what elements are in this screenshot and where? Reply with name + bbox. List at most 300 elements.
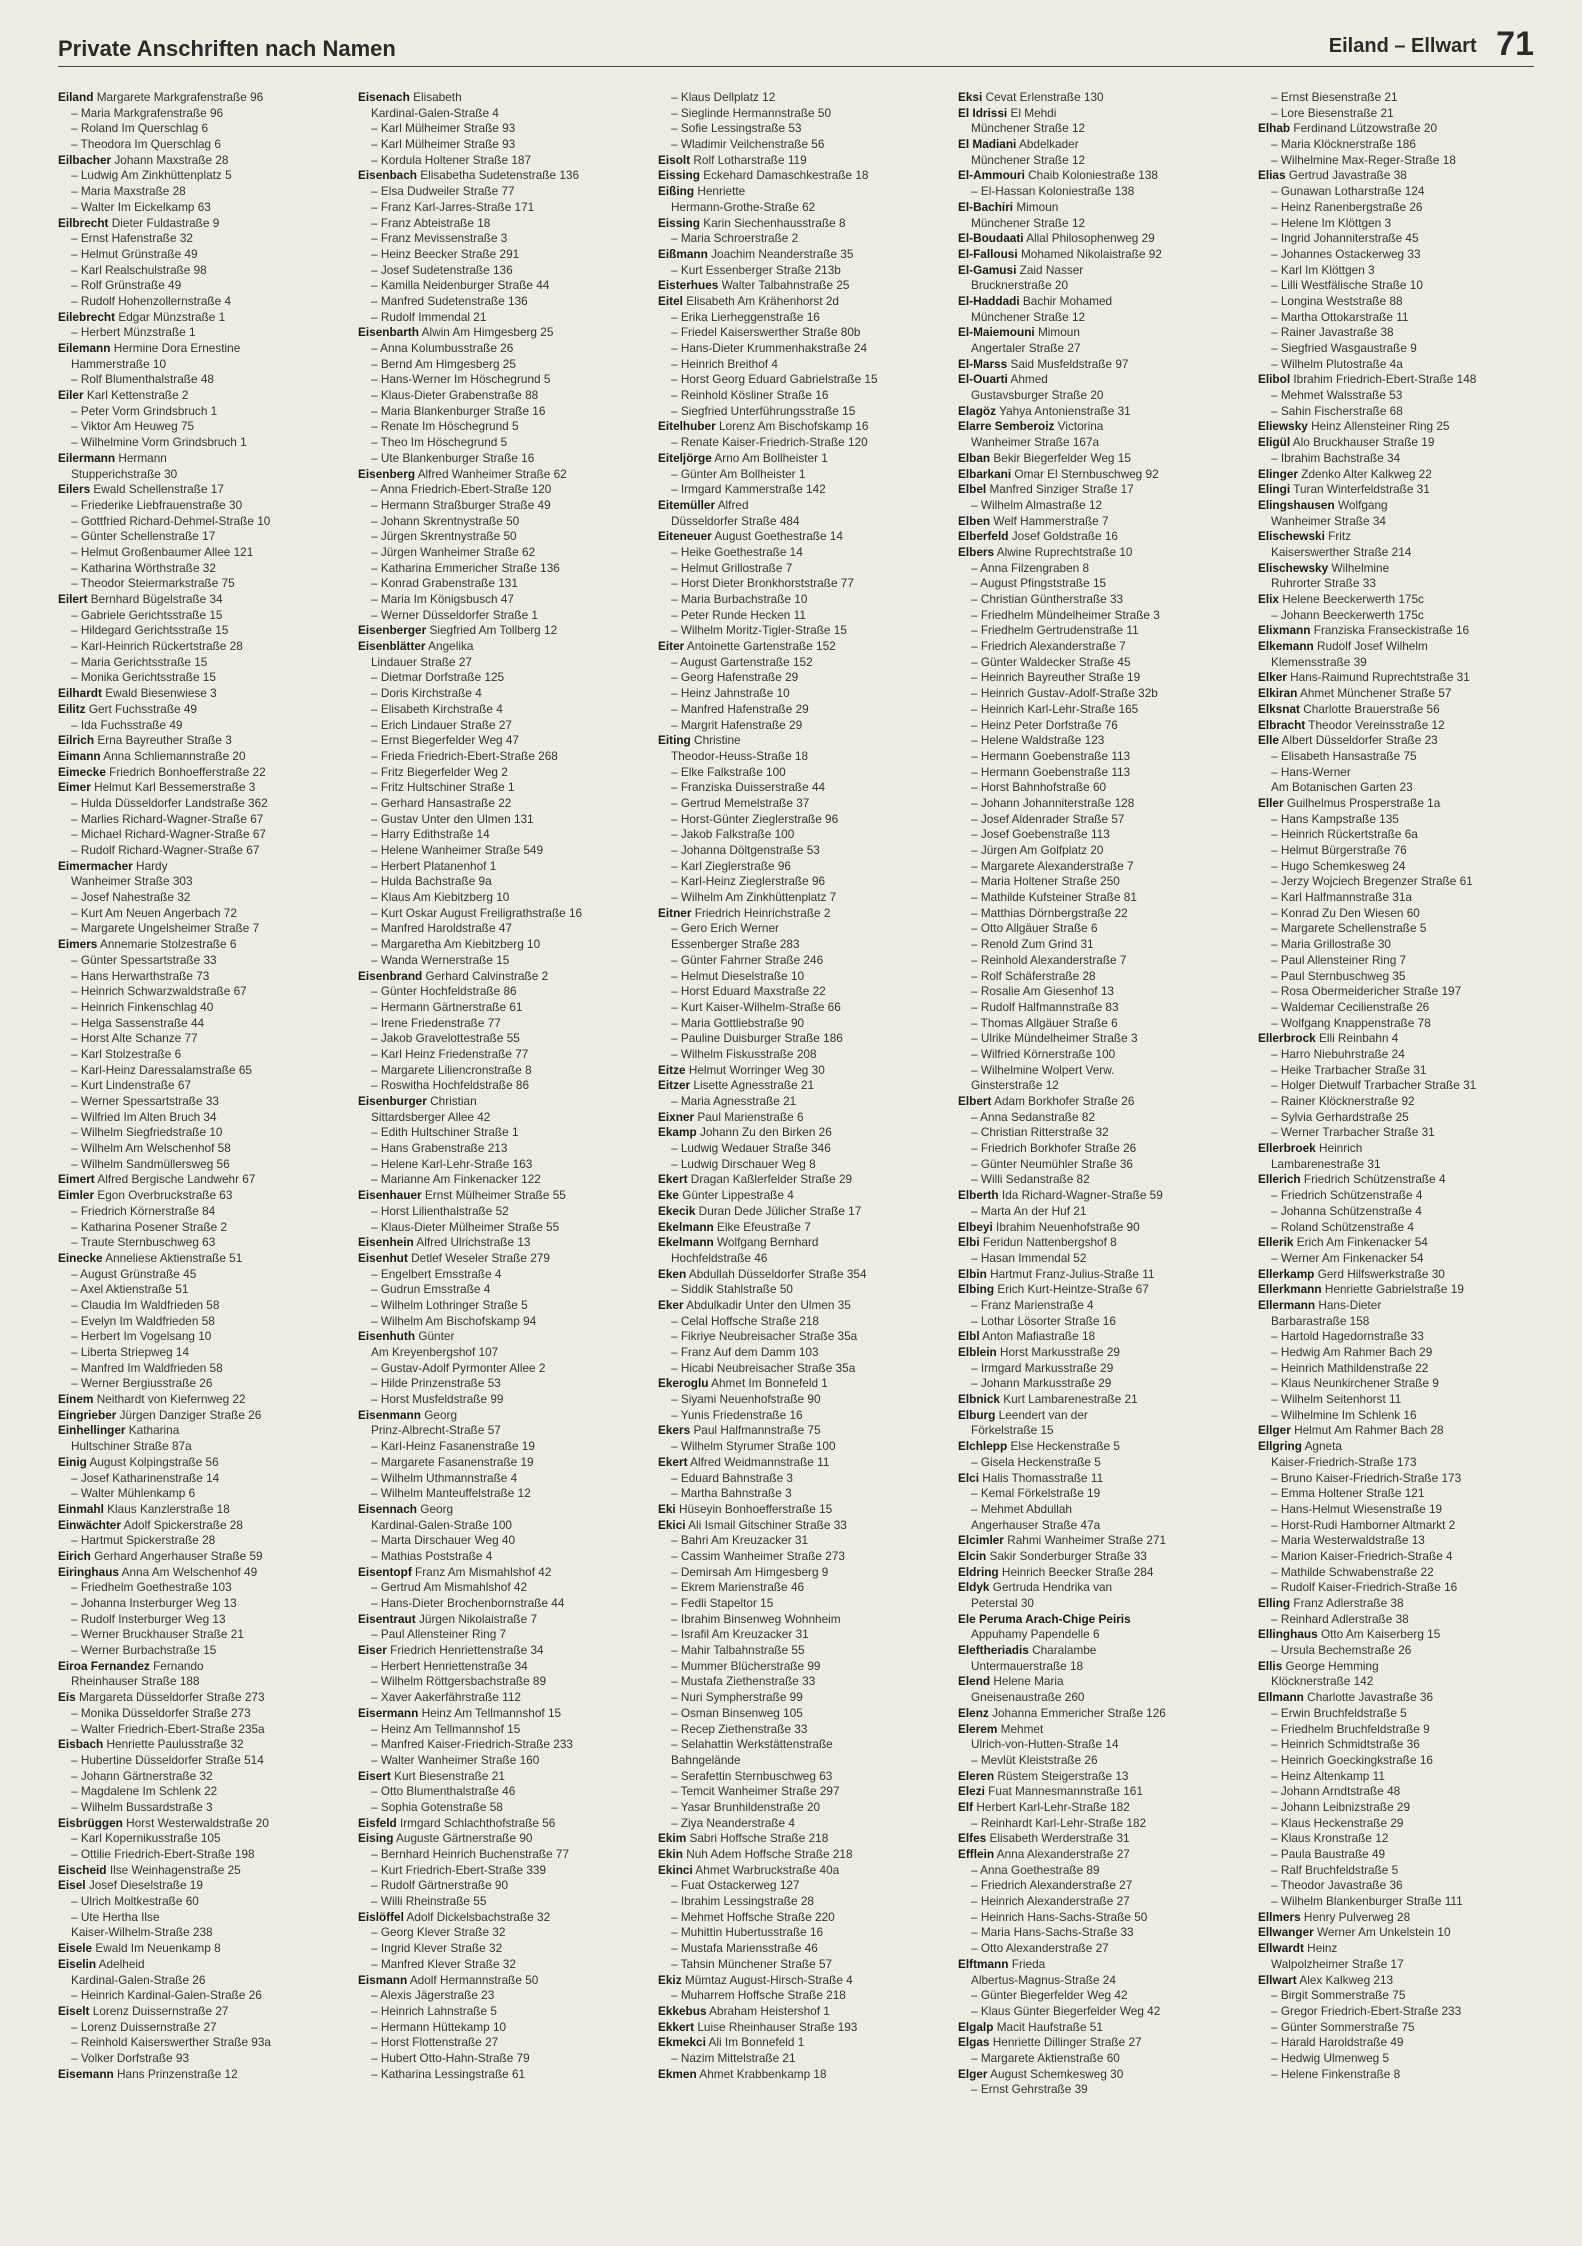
entry-details: – Konrad Zu Den Wiesen 60 <box>1271 905 1420 920</box>
directory-entry <box>658 1863 942 1879</box>
entry-details: – Georg Hafenstraße 29 <box>671 670 799 685</box>
entry-surname: Elend <box>958 1674 991 1689</box>
entry-details: Auguste Gärtnerstraße 90 <box>396 1831 533 1846</box>
directory-entry <box>1258 2067 1542 2083</box>
entry-details: – Ziya Neanderstraße 4 <box>671 1815 795 1830</box>
directory-entry <box>358 1816 642 1832</box>
entry-details: – Klaus Heckenstraße 29 <box>1271 1815 1404 1830</box>
entry-surname: Eimer <box>58 780 91 795</box>
entry-details: Wanheimer Straße 167a <box>971 435 1100 450</box>
directory-entry <box>1258 294 1542 310</box>
entry-details: – Frieda Friedrich-Ebert-Straße 268 <box>371 748 558 763</box>
directory-entry <box>1258 498 1542 514</box>
entry-details: – Anna Sedanstraße 82 <box>971 1109 1095 1124</box>
entry-details: – Rolf Schäferstraße 28 <box>971 968 1096 983</box>
entry-details: – Karl-Heinz Zieglerstraße 96 <box>671 874 826 889</box>
entry-details: Neithardt von Kiefernweg 22 <box>96 1392 246 1407</box>
entry-surname: Elling <box>1258 1596 1291 1610</box>
directory-entry <box>958 1737 1242 1753</box>
entry-details: Henry Pulverweg 28 <box>1303 1909 1411 1924</box>
entry-details: – Werner Burbachstraße 15 <box>71 1643 217 1658</box>
entry-details: – Mummer Blücherstraße 99 <box>671 1658 821 1673</box>
directory-entry <box>1258 467 1542 483</box>
entry-details: – Hans-Dieter Krummenhakstraße 24 <box>671 341 868 355</box>
entry-details: – Wilhelm Styrumer Straße 100 <box>671 1439 836 1454</box>
entry-details: – Wilhelm Blankenburger Straße 111 <box>1271 1894 1463 1909</box>
entry-surname: Eiteljörge <box>658 450 712 465</box>
entry-details: Ferdinand Lützowstraße 20 <box>1293 121 1438 136</box>
entry-details: – Gottfried Richard-Dehmel-Straße 10 <box>71 513 271 528</box>
entry-details: – Reinhold Kösliner Straße 16 <box>671 388 829 403</box>
directory-entry <box>358 1596 642 1612</box>
directory-entry <box>358 561 642 577</box>
entry-surname: Eiroa Fernandez <box>58 1658 150 1673</box>
entry-details: – Hermann Goebenstraße 113 <box>971 748 1131 763</box>
directory-entry <box>58 1157 342 1173</box>
entry-details: – Demirsah Am Himgesberg 9 <box>671 1564 829 1579</box>
entry-details: Werner Am Unkelstein 10 <box>1317 1925 1451 1940</box>
entry-surname: Elerem <box>958 1721 998 1736</box>
directory-entry <box>958 1267 1242 1283</box>
directory-entry <box>1258 1031 1542 1047</box>
entry-details: – Katharina Wörthstraße 32 <box>71 560 216 575</box>
column-1 <box>58 90 342 2226</box>
entry-details: Adelheid <box>98 1956 145 1971</box>
directory-entry <box>958 561 1242 577</box>
directory-entry <box>658 1737 942 1753</box>
directory-entry <box>1258 121 1542 137</box>
directory-entry <box>658 294 942 310</box>
entry-details: – Maria Gottliebstraße 90 <box>671 1015 805 1030</box>
entry-details: – August Pfingststraße 15 <box>971 576 1107 591</box>
directory-entry <box>1258 1957 1542 1973</box>
entry-details: – Friedhelm Gertrudenstraße 11 <box>971 623 1139 638</box>
entry-details: Said Musfeldstraße 97 <box>1010 356 1129 371</box>
directory-entry <box>658 357 942 373</box>
entry-details: – Heinz Am Tellmannshof 15 <box>371 1721 521 1736</box>
entry-details: Ulrich-von-Hutten-Straße 14 <box>971 1737 1119 1752</box>
entry-details: – Ernst Hafenstraße 32 <box>71 231 193 246</box>
directory-entry <box>958 1894 1242 1910</box>
entry-details: – Volker Dorfstraße 93 <box>71 2050 190 2065</box>
directory-entry <box>658 2020 942 2036</box>
directory-entry <box>58 1345 342 1361</box>
entry-details: – Horst Musfeldstraße 99 <box>371 1392 504 1407</box>
directory-entry <box>658 1408 942 1424</box>
entry-details: – Evelyn Im Waldfrieden 58 <box>71 1313 215 1328</box>
directory-entry <box>58 1769 342 1785</box>
entry-details: Lorenz Duissernstraße 27 <box>92 2003 229 2018</box>
directory-entry <box>358 2035 642 2051</box>
directory-entry <box>358 921 642 937</box>
entry-details: August Goethestraße 14 <box>714 529 843 544</box>
directory-entry <box>358 2020 642 2036</box>
directory-entry <box>658 1973 942 1989</box>
directory-entry <box>958 372 1242 388</box>
entry-surname: Ellger <box>1258 1423 1291 1438</box>
entry-surname: Eischeid <box>58 1862 107 1877</box>
entry-surname: Ekmekci <box>658 2035 706 2050</box>
entry-details: – Horst Dieter Bronkhorststraße 77 <box>671 576 854 591</box>
entry-details: Bahngelände <box>671 1752 741 1767</box>
entry-details: Ahmet Warbruckstraße 40a <box>695 1862 840 1877</box>
entry-details: Henriette <box>697 184 746 199</box>
entry-details: Günter <box>418 1329 455 1344</box>
entry-surname: Einem <box>58 1392 94 1407</box>
directory-entry <box>358 1188 642 1204</box>
directory-entry <box>958 1220 1242 1236</box>
entry-details: – Herbert Münzstraße 1 <box>71 325 196 340</box>
directory-entry <box>658 247 942 263</box>
entry-details: Luise Rheinhauser Straße 193 <box>697 2019 858 2034</box>
directory-entry <box>658 1235 942 1251</box>
directory-entry <box>658 1251 942 1267</box>
directory-entry <box>1258 1157 1542 1173</box>
entry-surname: El-Haddadi <box>958 293 1020 308</box>
directory-entry <box>958 921 1242 937</box>
directory-entry <box>358 1502 642 1518</box>
directory-entry <box>58 1502 342 1518</box>
directory-entry <box>958 1596 1242 1612</box>
directory-entry <box>958 1361 1242 1377</box>
entry-details: – Elke Falkstraße 100 <box>671 764 786 779</box>
entry-details: – Kurt Kaiser-Wilhelm-Straße 66 <box>671 999 841 1014</box>
directory-entry <box>358 1141 642 1157</box>
entry-details: – Jakob Gravelottestraße 55 <box>371 1031 520 1046</box>
directory-entry <box>1258 1267 1542 1283</box>
entry-details: Mohamed Nikolaistraße 92 <box>1020 246 1162 261</box>
directory-entry <box>358 890 642 906</box>
entry-details: – Rolf Grünstraße 49 <box>71 278 182 293</box>
directory-entry <box>958 2004 1242 2020</box>
directory-entry <box>358 623 642 639</box>
entry-details: – Fikriye Neubreisacher Straße 35a <box>671 1329 858 1344</box>
entry-details: – Friedrich Körnerstraße 84 <box>71 1203 216 1218</box>
directory-entry <box>1258 1251 1542 1267</box>
entry-details: – Martha Ottokarstraße 11 <box>1271 309 1409 324</box>
directory-entry <box>358 1580 642 1596</box>
directory-entry <box>658 1220 942 1236</box>
directory-entry <box>58 1110 342 1126</box>
entry-surname: Eisenberger <box>358 623 427 638</box>
directory-entry <box>58 1941 342 1957</box>
entry-details: – Manfred Hafenstraße 29 <box>671 701 809 716</box>
directory-entry <box>658 702 942 718</box>
directory-entry <box>1258 1094 1542 1110</box>
directory-entry <box>1258 1204 1542 1220</box>
entry-details: – Edith Hultschiner Straße 1 <box>371 1125 519 1140</box>
directory-entry <box>1258 1439 1542 1455</box>
entry-surname: Eilhardt <box>58 686 102 701</box>
directory-entry <box>658 1565 942 1581</box>
entry-details: – Ute Hertha Ilse <box>71 1909 160 1924</box>
directory-entry <box>358 278 642 294</box>
directory-entry <box>358 1157 642 1173</box>
entry-details: Lorenz Am Bischofskamp 16 <box>718 419 869 434</box>
entry-details: – Heinrich Hans-Sachs-Straße 50 <box>971 1909 1148 1924</box>
entry-details: Hermann <box>118 450 167 465</box>
entry-surname: Eliewsky <box>1258 419 1308 434</box>
entry-details: – Rolf Blumenthalstraße 48 <box>71 372 214 387</box>
directory-entry <box>958 1094 1242 1110</box>
entry-details: Irmgard Schlachthofstraße 56 <box>399 1815 556 1830</box>
directory-entry <box>358 545 642 561</box>
entry-details: Heinz <box>1307 1941 1338 1956</box>
entry-details: – Horst Bahnhofstraße 60 <box>971 780 1107 795</box>
directory-entry <box>1258 1376 1542 1392</box>
directory-entry <box>1258 1423 1542 1439</box>
directory-entry <box>58 1423 342 1439</box>
directory-entry <box>958 1722 1242 1738</box>
directory-entry <box>958 1298 1242 1314</box>
entry-details: – Bernhard Heinrich Buchenstraße 77 <box>371 1847 570 1861</box>
directory-entry <box>358 1486 642 1502</box>
entry-surname: Ekeroglu <box>658 1376 709 1391</box>
entry-surname: Eisbrüggen <box>58 1815 123 1830</box>
entry-details: Ali Im Bonnefeld 1 <box>708 2035 805 2050</box>
directory-entry <box>958 404 1242 420</box>
entry-details: – Helga Sassenstraße 44 <box>71 1015 205 1030</box>
directory-entry <box>358 1110 642 1126</box>
directory-entry <box>358 1878 642 1894</box>
entry-details: – Jürgen Wanheimer Straße 62 <box>371 544 536 559</box>
entry-details: Paul Halfmannstraße 75 <box>693 1423 821 1438</box>
directory-entry <box>358 1251 642 1267</box>
entry-details: – Kurt Essenberger Straße 213b <box>671 262 841 277</box>
entry-details: Wolfgang <box>1337 497 1388 512</box>
entry-details: – Rainer Javastraße 38 <box>1271 325 1394 340</box>
entry-details: – Lore Biesenstraße 21 <box>1271 105 1394 120</box>
entry-details: – Yasar Brunhildenstraße 20 <box>671 1799 821 1814</box>
entry-details: Anna Am Welschenhof 49 <box>121 1564 258 1579</box>
entry-details: – Ralf Bruchfeldstraße 5 <box>1271 1862 1399 1877</box>
entry-details: Elisabeth <box>413 90 462 104</box>
entry-details: – Friedrich Schützenstraße 4 <box>1271 1188 1423 1203</box>
entry-details: Karl Kettenstraße 2 <box>86 388 189 403</box>
entry-details: – Günter Hochfeldstraße 86 <box>371 984 517 999</box>
entry-details: – Lorenz Duissernstraße 27 <box>71 2019 217 2034</box>
entry-surname: Eisele <box>58 1941 93 1956</box>
entry-details: – Klaus Günter Biegerfelder Weg 42 <box>971 2003 1161 2018</box>
entry-details: – Heinrich Breithof 4 <box>671 356 778 371</box>
entry-details: Alfred Wanheimer Straße 62 <box>417 466 567 481</box>
entry-surname: Elchlepp <box>958 1439 1008 1454</box>
directory-entry <box>658 545 942 561</box>
entry-details: – Wladimir Veilchenstraße 56 <box>671 137 825 152</box>
entry-details: Helene Beeckerwerth 175c <box>1282 592 1424 606</box>
entry-details: Prinz-Albrecht-Straße 57 <box>371 1423 501 1438</box>
directory-entry <box>958 1157 1242 1173</box>
directory-entry <box>958 1957 1242 1973</box>
entry-details: – Johann Markusstraße 29 <box>971 1376 1112 1391</box>
directory-entry <box>358 1831 642 1847</box>
entry-details: – Werner Düsseldorfer Straße 1 <box>371 607 538 622</box>
entry-surname: Eisenhauer <box>358 1188 422 1203</box>
entry-details: – Ibrahim Bachstraße 34 <box>1271 450 1401 465</box>
entry-details: – Wilhelm Lothringer Straße 5 <box>371 1297 528 1312</box>
entry-details: – Friederike Liebfrauenstraße 30 <box>71 497 243 512</box>
directory-entry <box>58 906 342 922</box>
directory-entry <box>58 1847 342 1863</box>
entry-details: – Gabriele Gerichtsstraße 15 <box>71 607 223 622</box>
entry-details: – Horst Lilienthalstraße 52 <box>371 1203 509 1218</box>
directory-entry <box>358 1973 642 1989</box>
directory-entry <box>658 874 942 890</box>
entry-details: Henriette Gabrielstraße 19 <box>1324 1282 1464 1297</box>
entry-details: Zdenko Alter Kalkweg 22 <box>1301 466 1432 481</box>
entry-surname: Eldyk <box>958 1580 990 1595</box>
entry-details: – Gustav Unter den Ulmen 131 <box>371 811 534 826</box>
entry-details: Joachim Neanderstraße 35 <box>711 246 854 261</box>
entry-surname: Elhab <box>1258 121 1291 136</box>
entry-details: – Hans-Werner Im Höschegrund 5 <box>371 372 551 387</box>
directory-entry <box>658 765 942 781</box>
directory-entry <box>358 1674 642 1690</box>
entry-details: – Hugo Schemkesweg 24 <box>1271 858 1406 873</box>
entry-details: Allal Philosophenweg 29 <box>1026 231 1155 246</box>
entry-surname: Eisterhues <box>658 278 719 293</box>
directory-entry <box>358 702 642 718</box>
directory-entry <box>1258 106 1542 122</box>
entry-details: – Karl Mülheimer Straße 93 <box>371 137 516 152</box>
entry-details: – Nuri Sympherstraße 99 <box>671 1690 803 1705</box>
directory-entry <box>1258 2020 1542 2036</box>
entry-details: – Josef Goebenstraße 113 <box>971 827 1110 842</box>
entry-details: – Mathias Poststraße 4 <box>371 1548 493 1563</box>
entry-details: Charalambe <box>1032 1643 1097 1658</box>
directory-entry <box>58 1612 342 1628</box>
directory-entry <box>958 2035 1242 2051</box>
entry-surname: Eki <box>658 1501 676 1516</box>
directory-entry <box>658 200 942 216</box>
entry-details: – Liberta Striepweg 14 <box>71 1345 190 1359</box>
directory-entry <box>958 278 1242 294</box>
directory-entry <box>58 514 342 530</box>
entry-surname: Elibol <box>1258 372 1291 387</box>
entry-details: Angelika <box>428 639 474 654</box>
entry-details: – Wilfried Körnerstraße 100 <box>971 1046 1116 1061</box>
entry-details: – Mehmet Walsstraße 53 <box>1271 388 1403 403</box>
entry-details: – Waldemar Cecilienstraße 26 <box>1271 999 1430 1014</box>
entry-surname: Eitzer <box>658 1078 691 1093</box>
entry-details: Omar El Sternbuschweg 92 <box>1014 466 1159 481</box>
directory-entry <box>358 1298 642 1314</box>
entry-details: – Friedhelm Bruchfeldstraße 9 <box>1271 1721 1430 1736</box>
directory-entry <box>358 984 642 1000</box>
directory-entry <box>658 1486 942 1502</box>
entry-details: – Friedrich Alexanderstraße 7 <box>971 639 1126 654</box>
directory-entry <box>58 404 342 420</box>
directory-entry <box>1258 90 1542 106</box>
directory-entry <box>358 969 642 985</box>
directory-entry <box>658 2035 942 2051</box>
entry-details: Ruhrorter Straße 33 <box>1271 576 1376 591</box>
directory-entry <box>958 1329 1242 1345</box>
directory-entry <box>358 670 642 686</box>
entry-details: – Bruno Kaiser-Friedrich-Straße 173 <box>1271 1470 1462 1485</box>
entry-details: – Paul Sternbuschweg 35 <box>1271 968 1406 983</box>
directory-entry <box>958 765 1242 781</box>
entry-details: – Horst Georg Eduard Gabrielstraße 15 <box>671 372 878 387</box>
entry-details: – Ludwig Am Zinkhüttenplatz 5 <box>71 168 232 183</box>
entry-details: Ahmet Münchener Straße 57 <box>1299 686 1452 701</box>
directory-entry <box>358 2051 642 2067</box>
entry-details: Gertrud Javastraße 38 <box>1288 168 1407 183</box>
entry-details: – Otto Allgäuer Straße 6 <box>971 921 1098 936</box>
entry-surname: Elcimler <box>958 1533 1004 1548</box>
directory-entry <box>658 1063 942 1079</box>
directory-entry <box>958 780 1242 796</box>
directory-entry <box>58 388 342 404</box>
entry-details: Helmut Am Rahmer Bach 28 <box>1294 1423 1444 1438</box>
entry-details: Annemarie Stolzestraße 6 <box>100 937 237 952</box>
entry-details: – Doris Kirchstraße 4 <box>371 686 482 701</box>
directory-entry <box>58 1706 342 1722</box>
directory-entry <box>358 733 642 749</box>
entry-surname: Eiter <box>658 639 685 654</box>
directory-entry <box>958 623 1242 639</box>
entry-details: – Ludwig Wedauer Straße 346 <box>671 1141 831 1156</box>
entry-details: – Siddik Stahlstraße 50 <box>671 1282 793 1297</box>
entry-details: Mümtaz August-Hirsch-Straße 4 <box>684 1972 853 1987</box>
entry-details: Wanheimer Straße 34 <box>1271 513 1386 528</box>
entry-details: Bekir Biegerfelder Weg 15 <box>993 450 1131 465</box>
entry-details: – Pauline Duisburger Straße 186 <box>671 1031 843 1046</box>
entry-details: – Heinz Jahnstraße 10 <box>671 686 790 701</box>
directory-entry <box>1258 1941 1542 1957</box>
entry-surname: Elkiran <box>1258 686 1298 701</box>
entry-surname: Eilert <box>58 592 88 606</box>
directory-entry <box>658 1282 942 1298</box>
entry-details: – Paula Baustraße 49 <box>1271 1847 1386 1861</box>
entry-surname: Elbeyi <box>958 1219 993 1234</box>
entry-details: Erich Kurt-Heintze-Straße 67 <box>997 1282 1149 1297</box>
entry-details: – Elisabeth Hansastraße 75 <box>1271 748 1417 763</box>
directory-entry <box>358 90 642 106</box>
directory-entry <box>1258 1690 1542 1706</box>
entry-surname: Eiteneuer <box>658 529 712 544</box>
entry-details: Helmut Worringer Weg 30 <box>688 1062 825 1077</box>
entry-details: – Anna Kolumbusstraße 26 <box>371 341 514 355</box>
directory-entry <box>658 498 942 514</box>
entry-details: – Johanna Schützenstraße 4 <box>1271 1203 1422 1218</box>
entry-surname: Eilemann <box>58 341 111 355</box>
entry-details: – Paul Allensteiner Ring 7 <box>371 1627 507 1642</box>
entry-details: – Ibrahim Binsenweg Wohnheim <box>671 1611 841 1626</box>
entry-surname: Eilbacher <box>58 152 112 167</box>
entry-details: Lindauer Straße 27 <box>371 654 472 669</box>
directory-entry <box>958 1612 1242 1628</box>
entry-details: – Israfil Am Kreuzacker 31 <box>671 1627 809 1642</box>
entry-details: – Helene Waldstraße 123 <box>971 733 1105 748</box>
entry-details: – Rudolf Richard-Wagner-Straße 67 <box>71 843 260 857</box>
entry-details: – Katharina Emmericher Straße 136 <box>371 560 560 575</box>
entry-details: – Hermann Goebenstraße 113 <box>971 764 1131 779</box>
directory-entry <box>58 1031 342 1047</box>
entry-details: – Roswitha Hochfeldstraße 86 <box>371 1078 530 1093</box>
entry-details: – Osman Binsenweg 105 <box>671 1705 803 1720</box>
entry-details: – Wilhelm Seitenhorst 11 <box>1271 1392 1402 1407</box>
directory-entry <box>658 153 942 169</box>
directory-entry <box>658 1941 942 1957</box>
entry-details: – Wilhelmine Im Schlenk 16 <box>1271 1407 1417 1422</box>
entry-details: – Ulrike Mündelheimer Straße 3 <box>971 1031 1138 1046</box>
directory-entry <box>658 1831 942 1847</box>
directory-entry <box>658 216 942 232</box>
entry-surname: Eis <box>58 1690 76 1705</box>
entry-details: George Hemming <box>1285 1658 1379 1673</box>
entry-surname: Eisenbrand <box>358 968 423 983</box>
